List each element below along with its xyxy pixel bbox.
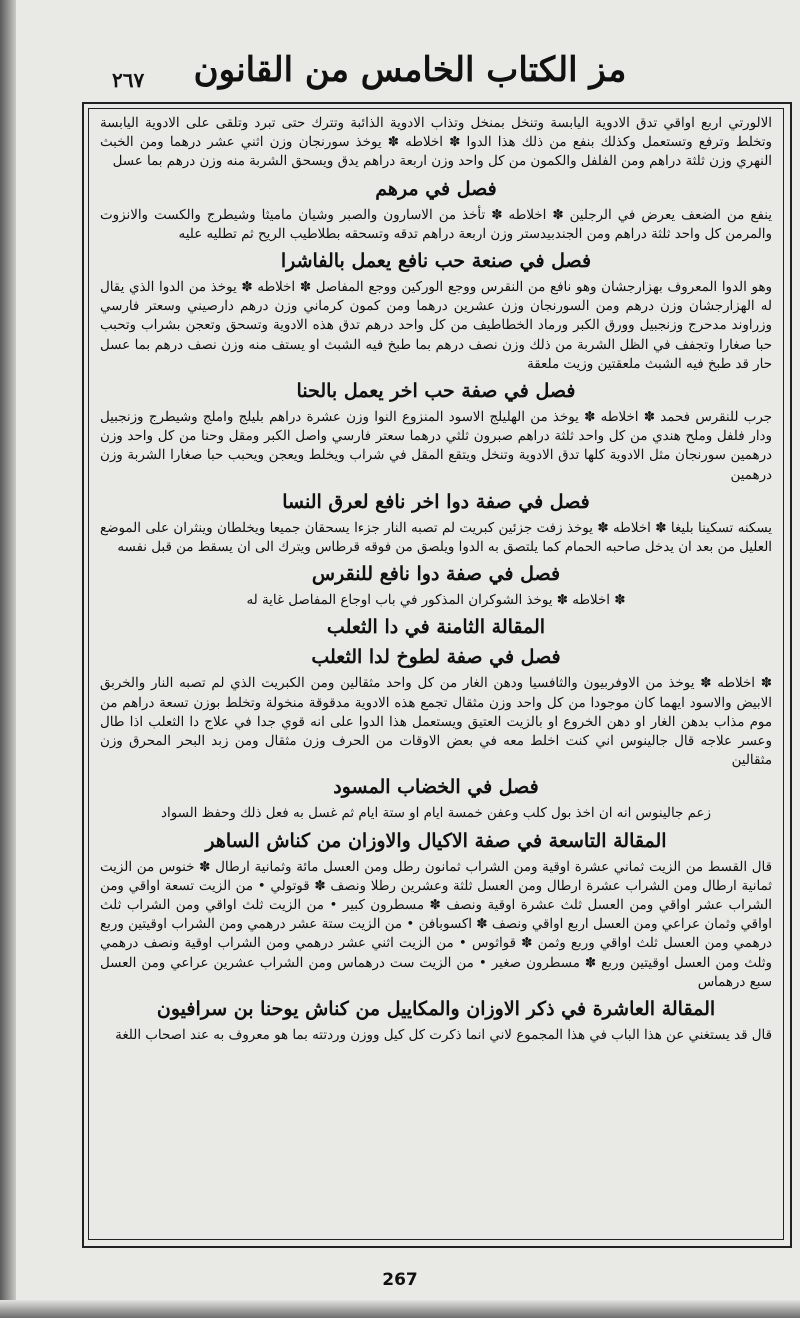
paragraph: ينفع من الضعف يعرض في الرجلين ✽ اخلاطه ✽ تأخذ من الاسارون والصبر وشيان ماميثا وشيطرج والكست والانزوت والمرمن كل واحد ثلثة دراهم ومن الجندبيدستر وزن اربعة دراهم تدقه وتسحقه بطلاطيب الريح ثم تطليه عليه <box>100 207 772 242</box>
section-heading: فصل في صفة لطوخ لدا الثعلب <box>311 646 561 669</box>
section-heading: فصل في صفة دوا اخر نافع لعرق النسا <box>282 490 590 513</box>
section-heading: المقالة العاشرة في ذكر الاوزان والمكاييل من كناش يوحنا بن سرافيون <box>156 998 716 1021</box>
paragraph: ✽ اخلاطه ✽ يوخذ الشوكران المذكور في باب اوجاع المفاصل غاية له <box>246 593 626 609</box>
header-page-number: ٢٦٧ <box>112 68 145 92</box>
paragraph: قال قد يستغني عن هذا الباب في هذا المجموع لاني انما ذكرت كل كيل ووزن وردتته بما هو معروف به عند اصحاب اللغة <box>115 1028 772 1044</box>
paragraph: جرب للنقرس فحمد ✽ اخلاطه ✽ يوخذ من الهليلج الاسود المنزوع النوا وزن عشرة دراهم بليلج واملج وشيطرج وزنجبيل ودار فلفل وملح هندي من كل واحد ثلثة دراهم صبرون ثلثي درهما سعتر فارسي واصل الكبر ومقل وحنا من كل واحد وزن درهمين سورنجان مثل الادوية كلها تدق الادوية وتنخل ويتقع المقل في شراب ويخلط ويعجن ويحبب حبا صغارا الشربة وزن درهمين <box>100 410 772 483</box>
paragraph: قال القسط من الزيت ثماني عشرة اوقية ومن الشراب ثمانون رطل ومن العسل مائة وثمانية ارطال ✽ خنوس من الزيت ثمانية ارطال ومن الشراب عشرة ارطال ومن العسل ثلثة وعشرين رطلا ونصف ✽ قوتولي • من الزيت تسعة اواقي ومن الشراب عشر اواقي ومن العسل ثلث عشرة اوقية ونصف ✽ مسطرون كبير • من الزيت ثلث اواقي ومن الشراب ثلث اواقي وثمان عراعي ومن العسل اربع اواقي ونصف ✽ اكسوبافن • من الزيت ستة عشر درهمي ومن الشراب اوقيتين وربع درهمي ومن العسل ثلث اواقي وربع وثمن ✽ قواثوس • من الزيت اثني عشر درهمي ومن الشراب اوقية ونصف درهمي وثلث ومن العسل اوقيتين وربع ✽ مسطرون صغير • من الزيت ست درهماس ومن الشراب عشرين عراعي ومن العسل سبع درهماس <box>100 859 772 990</box>
main-text-body <box>100 114 772 1234</box>
section-heading: فصل في مرهم <box>375 177 497 200</box>
section-heading: المقالة التاسعة في صفة الاكيال والاوزان من كناش الساهر <box>205 829 667 852</box>
paragraph: زعم جالينوس انه ان اخذ بول كلب وعفن خمسة ايام او ستة ايام ثم غسل به فعل ذلك وحفظ السواد <box>161 806 711 822</box>
header-title: مز الكتاب الخامس من القانون <box>193 50 627 90</box>
running-header <box>70 44 750 100</box>
section-heading: فصل في صفة دوا نافع للنقرس <box>311 563 561 586</box>
paragraph: يسكنه تسكينا بليغا ✽ اخلاطه ✽ يوخذ زفت جزئين كبريت لم تصبه النار جزءا يسحقان جميعا ويخلطان وينثران على الموضع العليل من بعد ان يدخل صاحبه الحمام كما يلتصق به الدوا ويلصق من فوقه قرطاس ويترك الى ان يسقط من قبل نفسه <box>100 520 772 556</box>
footer-page-number: 267 <box>382 1270 418 1290</box>
page-bottom-shadow <box>0 1300 800 1318</box>
paragraph: ✽ اخلاطه ✽ يوخذ من الاوفربيون والثافسيا ودهن الغار من كل واحد مثقالين ومن الكبريت الذي لم تصبه النار والخربق الابيض والاسود ايهما كان موجودا من كل واحد وزن مثقال تجمع هذه الادوية مدقوقة منخولة وتخلط بوزن تسعة دراهم من موم مذاب بدهن الغار او دهن الخروع او بالزيت العتيق ويستعمل هذا الدوا على انه قوي جدا في علاج دا الثعلب اذا طال وعسر علاجه قال جالينوس اني كنت اخلط معه في بعض الاوقات من الحرف وزن مثقال ومن زبد البحر المحرق وزن مثقالين <box>100 676 772 769</box>
section-heading: فصل في الخضاب المسود <box>333 776 539 799</box>
paragraph: وهو الدوا المعروف بهزارجشان وهو نافع من النقرس ووجع الوركين ووجع المفاصل ✽ اخلاطه ✽ يوخذ من الدوا الذي يقال له الهزارجشان وزن درهم ومن السورنجان وزن عشرين درهما ومن كمون كرماني وزن درهم دارصيني وسعتر فارسي وزراوند مدحرج وزنجبيل وورق الكبر ورماد الخطاطيف من كل واحد درهم تدق هذه الادوية وتسحق وتعجن بشراب وتحبب حبا صغارا وتجفف في الظل الشربة من ذلك وزن نصف درهم بما طبخ فيه الشبث او يستف منه وزن نصف درهم بما عسل حار قد طبخ فيه الشبث ملعقتين وزيت ملعقة <box>100 280 772 372</box>
paragraph: الالورتي اربع اواقي تدق الادوية اليابسة وتنخل بمنخل وتذاب الادوية الذائبة وتترك حتى تبرد وتلقى على الادوية اليابسة وتخلط وترفع وتستعمل وكذلك بنفع من ذلك هذا الدوا ✽ اخلاطه ✽ يوخذ سورنجان وزن اثني عشر درهما ومن الخبث النهري وزن ثلثة دراهم ومن الفلفل والكمون من كل واحد وزن اربعة دراهم يدق ويسحق الشربة منه وزن درهم بما عسل <box>100 116 772 170</box>
page-edge-shadow <box>0 0 16 1318</box>
section-heading: فصل في صفة حب اخر يعمل بالحنا <box>296 380 576 403</box>
section-heading: المقالة الثامنة في دا الثعلب <box>326 616 546 639</box>
section-heading: فصل في صنعة حب نافع يعمل بالفاشرا <box>280 250 592 273</box>
